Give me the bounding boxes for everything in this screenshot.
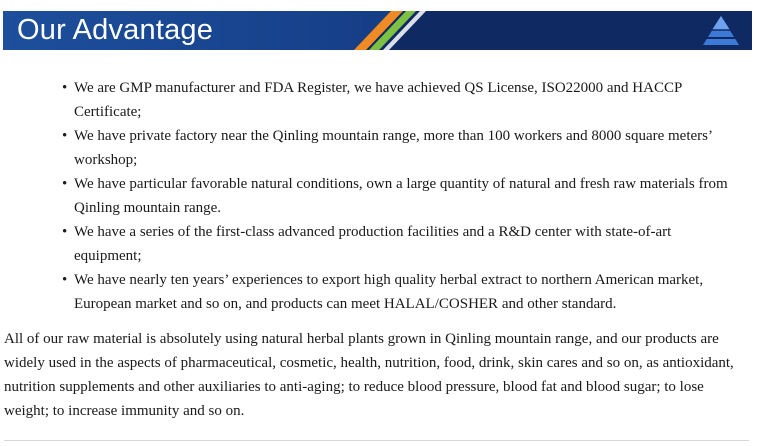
divider	[4, 440, 749, 441]
list-item-text: We are GMP manufacturer and FDA Register, we have achieved QS License, ISO22000 and HACCP Certificate;	[74, 80, 682, 120]
banner-dark-panel	[366, 11, 752, 50]
description-paragraph: All of our raw material is absolutely using natural herbal plants grown in Qinling mountain range, and our products are widely used in the aspects of pharmaceutical, cosmetic, health, nutrition, food, drink, skin cares and so on, as antioxidant, nutrition supplements and other auxiliaries to anti-aging; to reduce blood pressure, blood fat and blood sugar; to lose weight; to increase immunity and so on.	[4, 331, 734, 419]
list-item-text: We have a series of the first-class advanced production facilities and a R&D center with state-of-art equipment;	[74, 224, 672, 264]
bullet-icon: •	[62, 176, 68, 192]
bullet-icon: •	[62, 128, 68, 144]
advantage-list	[62, 76, 742, 316]
bullet-icon: •	[62, 272, 68, 288]
bullet-icon: •	[62, 224, 68, 240]
list-item	[62, 268, 742, 316]
list-item	[62, 76, 742, 124]
list-item-text: We have particular favorable natural conditions, own a large quantity of natural and fresh raw materials from Qinling mountain range.	[74, 176, 728, 216]
list-item-text: We have private factory near the Qinling mountain range, more than 100 workers and 8000 square meters’ workshop;	[74, 128, 712, 168]
section-title: Our Advantage	[17, 14, 214, 46]
list-item	[62, 220, 742, 268]
section-banner	[3, 11, 752, 50]
bullet-icon: •	[62, 80, 68, 96]
list-item-text: We have nearly ten years’ experiences to export high quality herbal extract to northern American market, European market and so on, and products can meet HALAL/COSHER and other standard.	[74, 272, 704, 312]
list-item	[62, 124, 742, 172]
list-item	[62, 172, 742, 220]
